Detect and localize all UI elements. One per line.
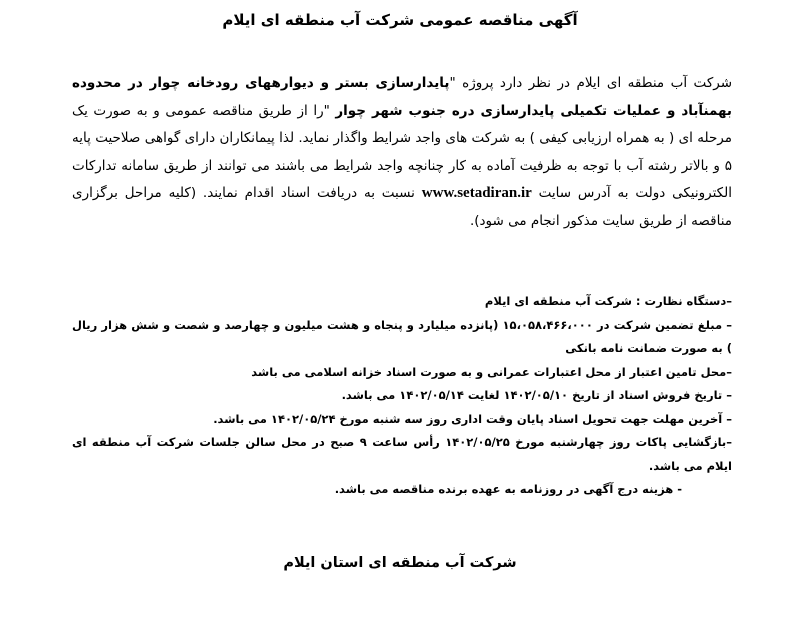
advertisement-cost-note: - هزینه درج آگهی در روزنامه به عهده برنده مناقصه می باشد. bbox=[334, 482, 682, 496]
details-list bbox=[72, 290, 732, 478]
intro-paragraph bbox=[72, 70, 732, 235]
intro-text-part3: نسبت به دریافت اسناد اقدام نمایند. (کلیه مراحل برگزاری مناقصه از طریق سایت مذکور انجام می شود). bbox=[72, 185, 732, 229]
detail-submission-deadline: – آخرین مهلت جهت تحویل اسناد پایان وقت اداری روز سه شنبه مورخ ۱۴۰۲/۰۵/۲۴ می باشد. bbox=[213, 411, 732, 426]
intro-text-part2: "را از طریق مناقصه عمومی و به صورت یک مرحله ای ( به همراه ارزیابی کیفی ) به شرکت های واجد شرایط واگذار نماید. لذا پیمانکاران دارای گواهی صلاحیت پایه ۵ و بالاتر رشته آب با توجه به ظرفیت آماده به کار چنانچه واجد شرایط می باشند می توانند از طریق سامانه تدارکات الکترونیکی دولت به آدرس سایت bbox=[72, 102, 732, 201]
detail-funding-source: –محل تامین اعتبار از محل اعتبارات عمرانی و به صورت اسناد خزانه اسلامی می باشد bbox=[251, 364, 732, 379]
detail-opening-date: –بازگشایی پاکات روز چهارشنبه مورخ ۱۴۰۲/۰۵/۲۵ رأس ساعت ۹ صبح در محل سالن جلسات شرکت آب منطقه ای ایلام می باشد. bbox=[72, 435, 732, 473]
project-name: پایدارسازی بستر و دیوارههای رودخانه چوار در محدوده بهمنآباد و عملیات تکمیلی پایدارسازی دره جنوب شهر چوار bbox=[72, 75, 733, 119]
detail-guarantee-amount: – مبلغ تضمین شرکت در ۱۵،۰۵۸،۴۶۶،۰۰۰ (پانزده میلیارد و پنجاه و هشت میلیون و چهارصد و شصت و شش هزار ریال ) به صورت ضمانت نامه بانکی bbox=[72, 317, 732, 355]
detail-sale-dates: – تاریخ فروش اسناد از تاریخ ۱۴۰۲/۰۵/۱۰ لغایت ۱۴۰۲/۰۵/۱۴ می باشد. bbox=[341, 388, 732, 402]
intro-text-part1: شرکت آب منطقه ای ایلام در نظر دارد پروژه " bbox=[449, 75, 733, 91]
issuer-signature: شرکت آب منطقه ای استان ایلام bbox=[283, 555, 517, 571]
detail-supervisor: –دستگاه نظارت : شرکت آب منطقه ای ایلام bbox=[484, 294, 732, 308]
website-link[interactable]: www.setadiran.ir bbox=[421, 185, 532, 201]
notice-title: آگهی مناقصه عمومی شرکت آب منطقه ای ایلام bbox=[222, 11, 578, 29]
